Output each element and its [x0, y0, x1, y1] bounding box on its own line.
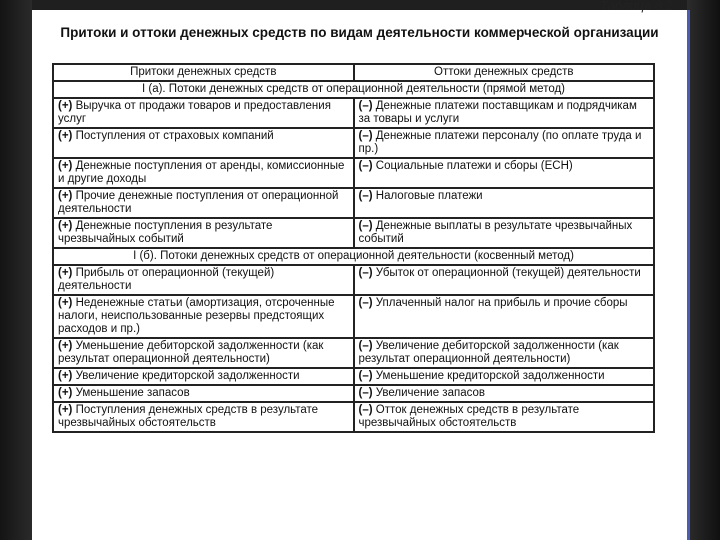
table-row	[53, 128, 654, 158]
document-page	[32, 0, 690, 540]
inflow-text: Денежные поступления в результате чрезвычайных событий	[58, 220, 273, 245]
table-row	[53, 265, 654, 295]
inflow-cell	[53, 218, 354, 248]
outflow-cell	[354, 128, 655, 158]
inflow-sign: (+)	[58, 130, 73, 142]
outflow-cell	[354, 338, 655, 368]
inflow-text: Прочие денежные поступления от операционной деятельности	[58, 190, 339, 215]
inflow-cell	[53, 385, 354, 402]
inflow-cell	[53, 158, 354, 188]
inflow-sign: (+)	[58, 387, 73, 399]
inflow-sign: (+)	[58, 370, 73, 382]
outflow-cell	[354, 265, 655, 295]
outflow-text: Денежные платежи персоналу (по оплате труда и пр.)	[358, 130, 642, 155]
table-caption: Таблица 8.2	[600, 0, 673, 13]
outflow-cell	[354, 98, 655, 128]
outflow-text: Увеличение дебиторской задолженности (как результат операционной деятельности)	[358, 340, 619, 365]
outflow-cell	[354, 402, 655, 432]
inflow-cell	[53, 295, 354, 338]
outflow-sign: (–)	[358, 267, 373, 279]
outflow-cell	[354, 368, 655, 385]
inflow-sign: (+)	[58, 190, 73, 202]
inflow-text: Поступления от страховых компаний	[75, 130, 274, 142]
outflow-sign: (–)	[358, 370, 373, 382]
outflow-text: Уплаченный налог на прибыль и прочие сборы	[375, 297, 628, 309]
outflow-sign: (–)	[358, 130, 373, 142]
outflow-sign: (–)	[358, 387, 373, 399]
inflow-text: Неденежные статьи (амортизация, отсроченные налоги, неиспользованные резервы предстоящих расходов и пр.)	[58, 297, 335, 335]
outflow-cell	[354, 218, 655, 248]
outflow-sign: (–)	[358, 190, 373, 202]
header-inflows: Притоки денежных средств	[53, 64, 354, 81]
slide-frame-right	[687, 0, 720, 540]
inflow-sign: (+)	[58, 340, 73, 352]
inflow-cell	[53, 265, 354, 295]
cash-flow-table	[52, 63, 655, 433]
outflow-text: Убыток от операционной (текущей) деятельности	[375, 267, 641, 279]
inflow-sign: (+)	[58, 220, 73, 232]
inflow-text: Денежные поступления от аренды, комиссионные и другие доходы	[58, 160, 345, 185]
outflow-sign: (–)	[358, 100, 373, 112]
table-row	[53, 338, 654, 368]
table-body	[53, 81, 654, 432]
outflow-sign: (–)	[358, 404, 373, 416]
outflow-cell	[354, 385, 655, 402]
outflow-text: Увеличение запасов	[375, 387, 485, 399]
inflow-text: Уменьшение дебиторской задолженности (как результат операционной деятельности)	[58, 340, 324, 365]
inflow-cell	[53, 128, 354, 158]
table-row	[53, 158, 654, 188]
inflow-text: Увеличение кредиторской задолженности	[75, 370, 300, 382]
header-outflows: Оттоки денежных средств	[354, 64, 655, 81]
table-row	[53, 218, 654, 248]
outflow-text: Денежные выплаты в результате чрезвычайных событий	[358, 220, 633, 245]
inflow-text: Уменьшение запасов	[75, 387, 190, 399]
header-row	[53, 64, 654, 81]
section-title-b: I (б). Потоки денежных средств от операционной деятельности (косвенный метод)	[53, 248, 654, 265]
table-title: Притоки и оттоки денежных средств по видам деятельности коммерческой организации	[60, 25, 659, 40]
outflow-cell	[354, 295, 655, 338]
inflow-cell	[53, 98, 354, 128]
section-row-b	[53, 248, 654, 265]
inflow-cell	[53, 188, 354, 218]
table-row	[53, 385, 654, 402]
inflow-text: Прибыль от операционной (текущей) деятельности	[58, 267, 275, 292]
table-row	[53, 295, 654, 338]
outflow-sign: (–)	[358, 160, 373, 172]
outflow-cell	[354, 188, 655, 218]
inflow-sign: (+)	[58, 267, 73, 279]
table-row	[53, 188, 654, 218]
section-title-a: I (а). Потоки денежных средств от операционной деятельности (прямой метод)	[53, 81, 654, 98]
outflow-text: Отток денежных средств в результате чрезвычайных обстоятельств	[358, 404, 580, 429]
inflow-text: Выручка от продажи товаров и предоставления услуг	[58, 100, 331, 125]
table-row	[53, 368, 654, 385]
inflow-sign: (+)	[58, 100, 73, 112]
table-row	[53, 98, 654, 128]
outflow-sign: (–)	[358, 297, 373, 309]
inflow-sign: (+)	[58, 297, 73, 309]
inflow-sign: (+)	[58, 404, 73, 416]
outflow-sign: (–)	[358, 220, 373, 232]
table-row	[53, 402, 654, 432]
inflow-cell	[53, 368, 354, 385]
outflow-cell	[354, 158, 655, 188]
outflow-text: Денежные платежи поставщикам и подрядчикам за товары и услуги	[358, 100, 637, 125]
outflow-text: Уменьшение кредиторской задолженности	[375, 370, 605, 382]
inflow-text: Поступления денежных средств в результате чрезвычайных обстоятельств	[58, 404, 319, 429]
slide-frame-left	[0, 0, 32, 540]
inflow-cell	[53, 402, 354, 432]
section-row-a	[53, 81, 654, 98]
outflow-sign: (–)	[358, 340, 373, 352]
outflow-text: Налоговые платежи	[375, 190, 483, 202]
outflow-text: Социальные платежи и сборы (ЕСН)	[375, 160, 573, 172]
inflow-cell	[53, 338, 354, 368]
inflow-sign: (+)	[58, 160, 73, 172]
